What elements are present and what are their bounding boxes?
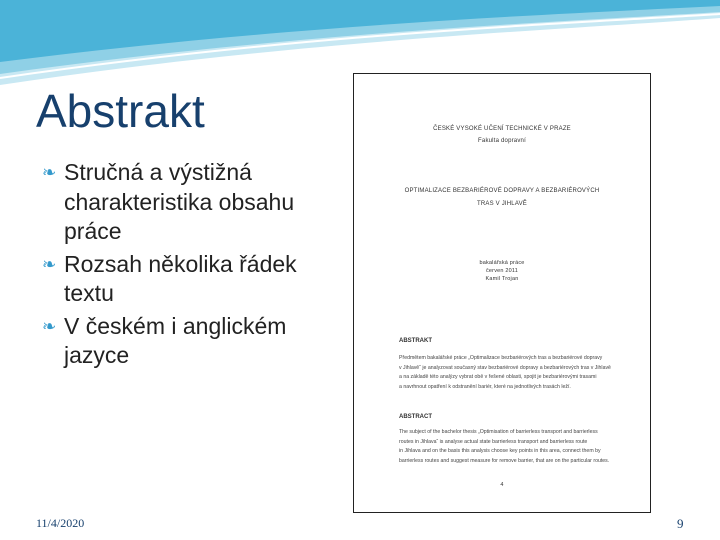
curl-arrow-icon: ❧ — [42, 163, 57, 182]
doc-thesis-type: bakalářská práce — [479, 260, 525, 266]
doc-abstract-en — [399, 428, 639, 467]
doc-university: ČESKÉ VYSOKÉ UČENÍ TECHNICKÉ V PRAZE — [433, 126, 571, 132]
doc-abstract-en-heading: ABSTRACT — [399, 414, 432, 420]
doc-page-number: 4 — [500, 482, 504, 488]
bullet-text: Stručná a výstižná charakteristika obsahu práce — [64, 159, 295, 244]
bullet-list — [42, 158, 342, 374]
bullet-text: V českém i anglickém jazyce — [64, 312, 287, 368]
doc-abstract-line: routes in Jihlava“ is analyse actual state barrierless transport and barrierless route — [399, 438, 588, 445]
doc-abstract-line: in Jihlava and on the basis this analysis choose key points in this area, connect them by — [399, 448, 601, 455]
doc-abstract-line: Předmětem bakalářské práce „Optimalizace bezbariérových tras a bezbariérové dopravy — [399, 355, 603, 361]
curl-arrow-icon: ❧ — [42, 254, 57, 274]
thesis-page-image — [353, 73, 651, 513]
bullet-item — [42, 250, 342, 309]
slide-date: 11/4/2020 — [36, 516, 85, 530]
doc-abstract-line: a na základě této analýzy vybrat obě v řešené oblasti, spojit je bezbariérovými trasami — [399, 374, 597, 381]
doc-faculty: Fakulta dopravní — [478, 138, 526, 144]
bullet-item — [42, 158, 342, 247]
doc-thesis-title-line2: TRAS V JIHLAVĚ — [476, 201, 528, 207]
slide-title: Abstrakt — [36, 85, 205, 137]
doc-abstract-line: barrierless routes and suggest measure for remove barrier, that are on the particular routes. — [399, 458, 610, 465]
curl-arrow-icon: ❧ — [42, 316, 57, 336]
doc-abstract-line: The subject of the bachelor thesis „Optimisation of barrierless transport and barrierless — [399, 429, 598, 435]
doc-date: červen 2011 — [485, 268, 519, 274]
slide-page-number: 9 — [677, 516, 684, 531]
doc-abstract-cz-heading: ABSTRAKT — [399, 338, 432, 344]
doc-thesis-title-line1: OPTIMALIZACE BEZBARIÉROVÉ DOPRAVY A BEZBARIÉROVÝCH — [404, 188, 600, 194]
doc-abstract-cz — [399, 354, 639, 393]
doc-abstract-line: a navrhnout opatření k odstranění bariér, které na jednotlivých trasách leží. — [399, 384, 571, 391]
doc-abstract-line: v Jihlavě“ je analyzovat současný stav bezbariérové dopravy a bezbariérových tras v Jihlavě — [399, 364, 611, 371]
bullet-item — [42, 312, 342, 371]
bullet-text: Rozsah několika řádek textu — [64, 250, 297, 306]
doc-author: Kamil Trojan — [485, 276, 519, 282]
